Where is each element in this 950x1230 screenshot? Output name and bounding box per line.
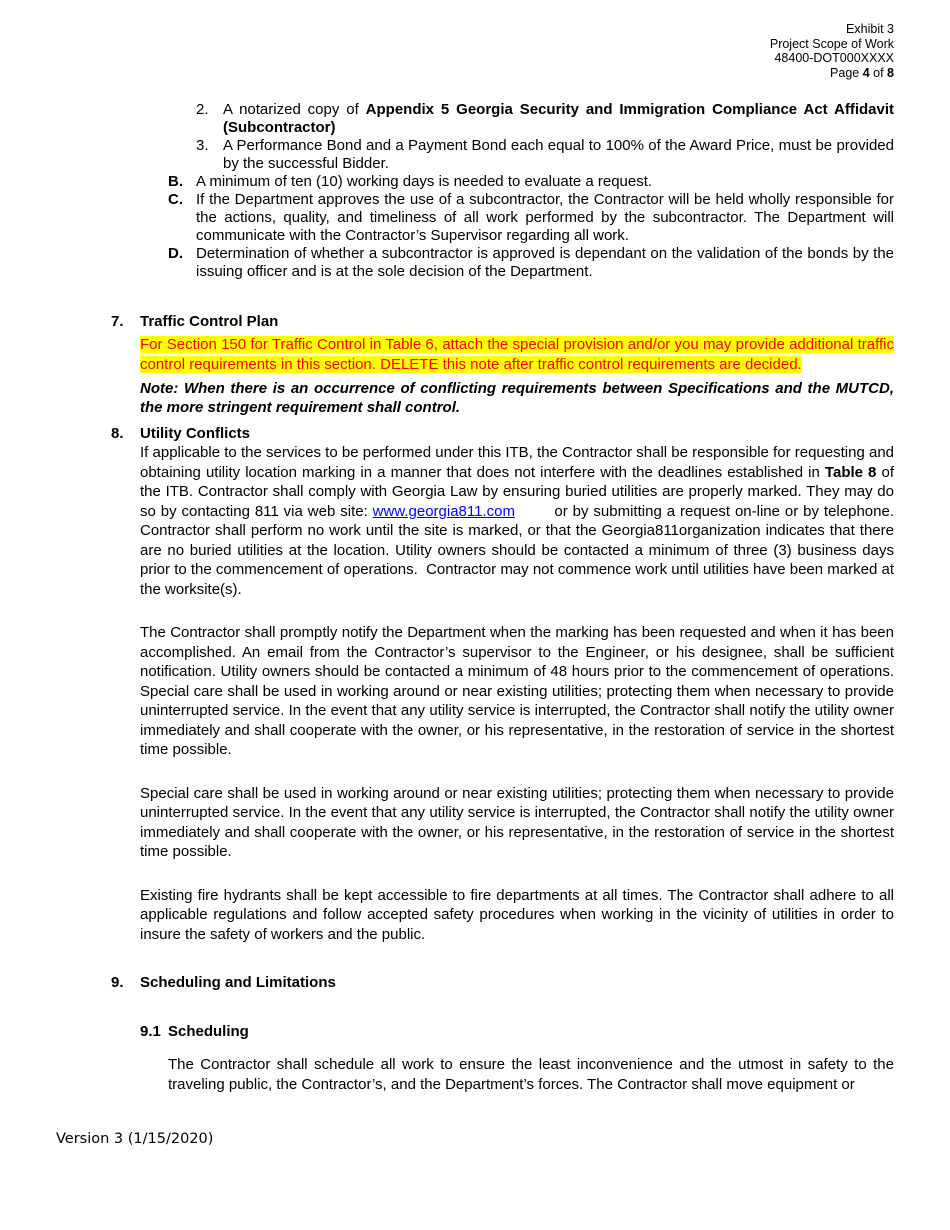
list-item-text: A minimum of ten (10) working days is needed to evaluate a request. bbox=[196, 173, 653, 190]
list-item-text: A Performance Bond and a Payment Bond each equal to 100% of the Award Price, must be provided by the successful Bidder. bbox=[223, 137, 894, 172]
utility-care-paragraph: Special care shall be used in working around or near existing utilities; protecting them when necessary to provide uninterrupted service. In the event that any utility service is interrupted, the Contractor shall notify the utility owner immediately and shall cooperate with the owner, or his representative, in the restoration of service in the shortest time possible. bbox=[140, 784, 894, 860]
list-item bbox=[196, 137, 894, 173]
version-footer: Version 3 (1/15/2020) bbox=[56, 1131, 214, 1147]
header-exhibit: Exhibit 3 bbox=[846, 22, 894, 36]
list-item-letter: B. bbox=[168, 173, 183, 190]
list-item bbox=[168, 191, 894, 245]
section-8-heading: 8. Utility Conflicts bbox=[111, 425, 251, 442]
list-item bbox=[196, 101, 894, 137]
page-header bbox=[770, 22, 894, 81]
list-item-text: Determination of whether a subcontractor is approved is dependant on the validation of the bonds by the issuing officer and is at the sole decision of the Department. bbox=[196, 245, 894, 280]
traffic-control-instruction-note bbox=[140, 335, 894, 374]
document-body bbox=[111, 101, 899, 1094]
utility-notification-paragraph: The Contractor shall promptly notify the Department when the marking has been requested and when it has been accomplished. An email from the Contractor’s supervisor to the Engineer, or his designee, shall be sufficient notification. Utility owners should be contacted a minimum of 48 hours prior to the commencement of operations. Special care shall be used in working around or near existing utilities; protecting them when necessary to provide uninterrupted service. In the event that any utility service is interrupted, the Contractor shall notify the utility owner immediately and shall cooperate with the owner, or his representative, in the restoration of service in the shortest time possible. bbox=[140, 624, 894, 758]
list-item-number: 3. bbox=[196, 137, 209, 154]
scheduling-paragraph: The Contractor shall schedule all work to ensure the least inconvenience and the utmost in safety to the traveling public, the Contractor’s, and the Department’s forces. The Contractor shall move equipment or bbox=[168, 1056, 894, 1093]
section-7-heading: 7. Traffic Control Plan bbox=[111, 313, 279, 330]
georgia811-link[interactable]: www.georgia811.com bbox=[372, 502, 515, 520]
list-item-letter: C. bbox=[168, 191, 183, 208]
fire-hydrant-paragraph: Existing fire hydrants shall be kept accessible to fire departments at all times. The Contractor shall adhere to all applicable regulations and follow accepted safety procedures when working in the vicinity of utilities in order to insure the safety of workers and the public. bbox=[140, 886, 894, 943]
header-page-number: Page 4 of 8 bbox=[830, 66, 894, 81]
list-item bbox=[168, 173, 894, 191]
header-doc-number: 48400-DOT000XXXX bbox=[774, 51, 894, 66]
list-item bbox=[168, 245, 894, 281]
highlighted-instruction: For Section 150 for Traffic Control in Table 6, attach the special provision and/or you may provide additional traffic control requirements in this section. DELETE this note after traffic control requirements are decided. bbox=[140, 336, 894, 373]
utility-conflicts-paragraph: If applicable to the services to be performed under this ITB, the Contractor shall be responsible for requesting and obtaining utility location marking in a manner that does not interfere with the deadlines established in Table 8 of the ITB. Contractor shall comply with Georgia Law by ensuring buried utilities are properly marked. They may do so by contacting 811 via web site: www.georgia811.com or by submitting a request on-line or by telephone. Contractor shall perform no work until the site is marked, or that the Georgia811organization indicates that there are no buried utilities at the location. Utility owners should be contacted a minimum of three (3) business days prior to the commencement of operations. Contractor may not commence work until utilities have been marked at the worksite(s). bbox=[140, 444, 899, 598]
header-doc-title: Project Scope of Work bbox=[769, 36, 894, 51]
list-item-text: A notarized copy of Appendix 5 Georgia Security and Immigration Compliance Act Affidavit (Subcontractor) bbox=[223, 101, 894, 136]
list-item-letter: D. bbox=[168, 245, 183, 262]
list-item-number: 2. bbox=[196, 101, 209, 118]
mutcd-note: Note: When there is an occurrence of conflicting requirements between Specifications and the MUTCD, the more stringent requirement shall control. bbox=[140, 380, 894, 416]
section-9-heading: 9. Scheduling and Limitations bbox=[111, 974, 336, 991]
list-item-text: If the Department approves the use of a subcontractor, the Contractor will be held wholly responsible for the actions, quality, and timeliness of all work performed by the subcontractor. The Department will communicate with the Contractor’s Supervisor regarding all work. bbox=[196, 191, 894, 244]
subsection-9-1-heading: 9.1 Scheduling bbox=[140, 1023, 249, 1040]
